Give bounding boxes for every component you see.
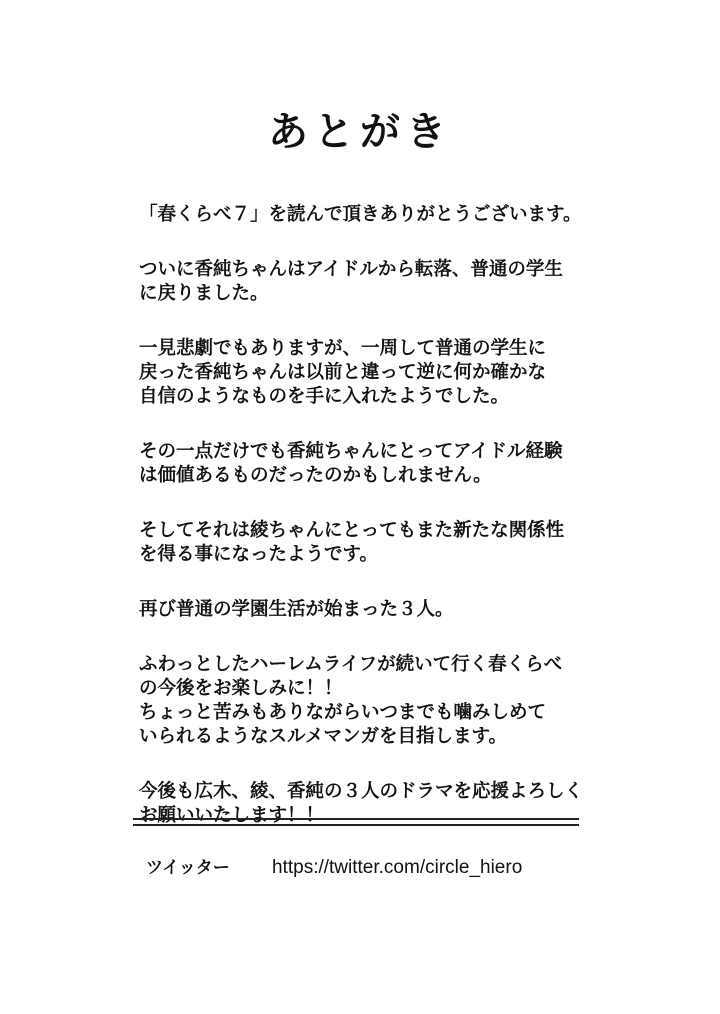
afterword-body: [139, 203, 599, 859]
divider-bottom: [133, 824, 579, 826]
paragraph-thanks: 「春くらべ７」を読んで頂きありがとうございます。: [139, 204, 582, 225]
divider-top: [133, 818, 579, 820]
paragraph-future: ふわっとしたハーレムライフが続いて行く春くらべ の今後をお楽しみに！！ ちょっと苦みもありながらいつまでも噛みしめて いられるようなスルメマンガを目指します。: [139, 654, 563, 747]
twitter-label: ツイッター: [146, 858, 230, 878]
page-title: あとがき: [268, 109, 452, 155]
paragraph-idol-experience: その一点だけでも香純ちゃんにとってアイドル経験 は価値あるものだったのかもしれません。: [139, 441, 563, 486]
paragraph-tragedy: 一見悲劇でもありますが、一周して普通の学生に 戻った香純ちゃんは以前と違って逆に何か確かな 自信のようなものを手に入れたようでした。: [139, 338, 547, 407]
paragraph-return-to-student: ついに香純ちゃんはアイドルから転落、普通の学生 に戻りました。: [139, 259, 563, 304]
paragraph-aya-relationship: そしてそれは綾ちゃんにとってもまた新たな関係性 を得る事になったようです。: [139, 520, 565, 565]
paragraph-school-life: 再び普通の学園生活が始まった３人。: [139, 599, 454, 620]
paragraph-support: 今後も広木、綾、香純の３人のドラマを応援よろしく お願いいたします！！: [139, 781, 584, 826]
twitter-link[interactable]: https://twitter.com/circle_hiero: [272, 857, 523, 878]
